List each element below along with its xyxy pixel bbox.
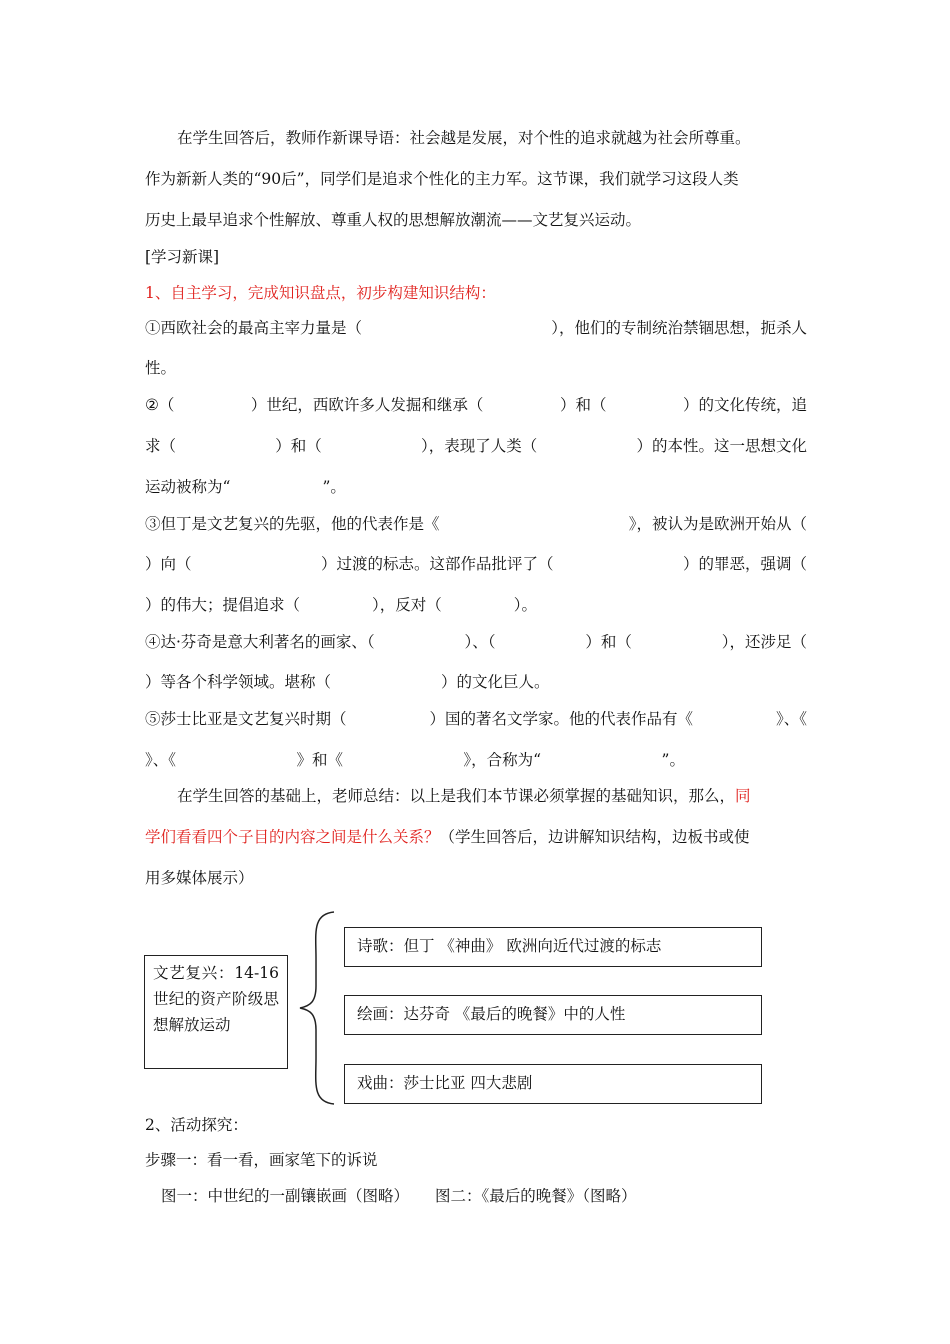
q2-text-f: ）和（ bbox=[275, 437, 322, 455]
q4-line-2 bbox=[145, 672, 807, 692]
intro-line-3: 历史上最早追求个性解放、尊重人权的思想解放潮流——文艺复兴运动。 bbox=[145, 211, 642, 229]
q1-line-1 bbox=[145, 318, 807, 338]
q2-text-c: ）和（ bbox=[559, 396, 607, 414]
q2-text-a: ②（ bbox=[145, 396, 175, 414]
q3-text-d: ）过渡的标志。这部作品批评了（ bbox=[320, 555, 554, 573]
q3-line-1 bbox=[145, 514, 807, 534]
q4-text-d: ），还涉足（ bbox=[721, 633, 807, 651]
q3-text-g: ），反对（ bbox=[372, 596, 442, 614]
q3-text-e: ）的罪恶，强调（ bbox=[682, 555, 807, 573]
q2-text-i: 运动被称为“ bbox=[145, 478, 231, 496]
diagram-item-drama: 戏曲：莎士比亚 四大悲剧 bbox=[344, 1064, 762, 1104]
q2-text-d: ）的文化传统，追 bbox=[682, 396, 807, 414]
q2-text-g: ），表现了人类（ bbox=[420, 437, 538, 455]
task1-title: 自主学习，完成知识盘点，初步构建知识结构： bbox=[170, 284, 496, 302]
q5-text-b: ）国的著名文学家。他的代表作品有《 bbox=[429, 710, 693, 728]
diagram-item-poetry: 诗歌：但丁 《神曲》 欧洲向近代过渡的标志 bbox=[344, 927, 762, 967]
q5-line-2 bbox=[145, 750, 685, 770]
summary-text-b: （学生回答后，边讲解知识结构，边板书或使 bbox=[439, 828, 750, 846]
task1-heading bbox=[145, 283, 807, 303]
q5-text-g: ”。 bbox=[661, 751, 685, 769]
summary-question: 学们看看四个子目的内容之间是什么关系？ bbox=[145, 828, 440, 846]
diagram-brace bbox=[296, 910, 338, 1106]
q3-text-a: ③但丁是文艺复兴的先驱，他的代表作是《 bbox=[145, 515, 440, 533]
diagram-item-painting: 绘画：达芬奇 《最后的晚餐》中的人性 bbox=[344, 995, 762, 1035]
q5-text-e: 》和《 bbox=[296, 751, 343, 769]
figure-2-caption: 图二：《最后的晚餐》（图略） bbox=[435, 1187, 637, 1205]
q2-line-3 bbox=[145, 477, 807, 497]
q1-line-2: 性。 bbox=[145, 359, 177, 377]
q3-text-b: 》，被认为是欧洲开始从（ bbox=[628, 515, 807, 533]
q4-text-e: ）等各个科学领域。堪称（ bbox=[145, 673, 332, 691]
q5-text-c: 》、《 bbox=[775, 710, 807, 728]
q2-line-2 bbox=[145, 436, 807, 456]
q1-text-a: ①西欧社会的最高主宰力量是（ bbox=[145, 319, 363, 337]
q4-text-b: ）、（ bbox=[464, 633, 496, 651]
summary-line-3: 用多媒体展示） bbox=[145, 869, 254, 887]
q3-text-h: ）。 bbox=[513, 596, 538, 614]
q2-text-j: ”。 bbox=[322, 478, 346, 496]
q2-line-1 bbox=[145, 395, 807, 415]
q5-line-1 bbox=[145, 709, 807, 729]
q5-text-f: 》，合称为“ bbox=[463, 751, 542, 769]
q3-text-f: ）的伟大；提倡追求（ bbox=[145, 596, 301, 614]
q2-text-e: 求（ bbox=[145, 437, 177, 455]
figure-1-caption: 图一：中世纪的一副镶嵌画（图略） bbox=[161, 1187, 410, 1205]
task2-heading: 2、活动探究： bbox=[145, 1116, 248, 1134]
q5-text-d: 》、《 bbox=[145, 751, 177, 769]
step1-text: 步骤一：看一看，画家笔下的诉说 bbox=[145, 1151, 378, 1169]
q3-line-2 bbox=[145, 554, 807, 574]
intro-line-2: 作为新新人类的“90后”，同学们是追求个性化的主力军。这节课，我们就学习这段人类 bbox=[145, 170, 739, 188]
q1-text-b: ），他们的专制统治禁锢思想，扼杀人 bbox=[551, 319, 807, 337]
q4-line-1 bbox=[145, 632, 807, 652]
q4-text-f: ）的文化巨人。 bbox=[441, 673, 550, 691]
q2-text-h: ）的本性。这一思想文化 bbox=[636, 437, 807, 455]
task1-number: 1、 bbox=[145, 284, 171, 302]
q2-text-b: ）世纪，西欧许多人发掘和继承（ bbox=[250, 396, 484, 414]
diagram-main-box: 文艺复兴：14-16世纪的资产阶级思想解放运动 bbox=[144, 955, 288, 1069]
summary-line-2 bbox=[145, 827, 807, 847]
summary-text-a: 在学生回答的基础上，老师总结：以上是我们本节课必须掌握的基础知识，那么， bbox=[177, 787, 736, 805]
q5-text-a: ⑤莎士比亚是文艺复兴时期（ bbox=[145, 710, 347, 728]
q3-text-c: ）向（ bbox=[145, 555, 192, 573]
figures-line bbox=[161, 1186, 823, 1206]
q4-text-a: ④达·芬奇是意大利著名的画家、（ bbox=[145, 633, 375, 651]
q3-line-3 bbox=[145, 595, 807, 615]
q4-text-c: ）和（ bbox=[585, 633, 632, 651]
summary-question-start: 同 bbox=[735, 787, 751, 805]
intro-line-1: 在学生回答后，教师作新课导语：社会越是发展，对个性的追求就越为社会所尊重。 bbox=[177, 129, 751, 147]
section-label: [学习新课] bbox=[145, 248, 220, 266]
summary-line-1 bbox=[177, 786, 807, 806]
